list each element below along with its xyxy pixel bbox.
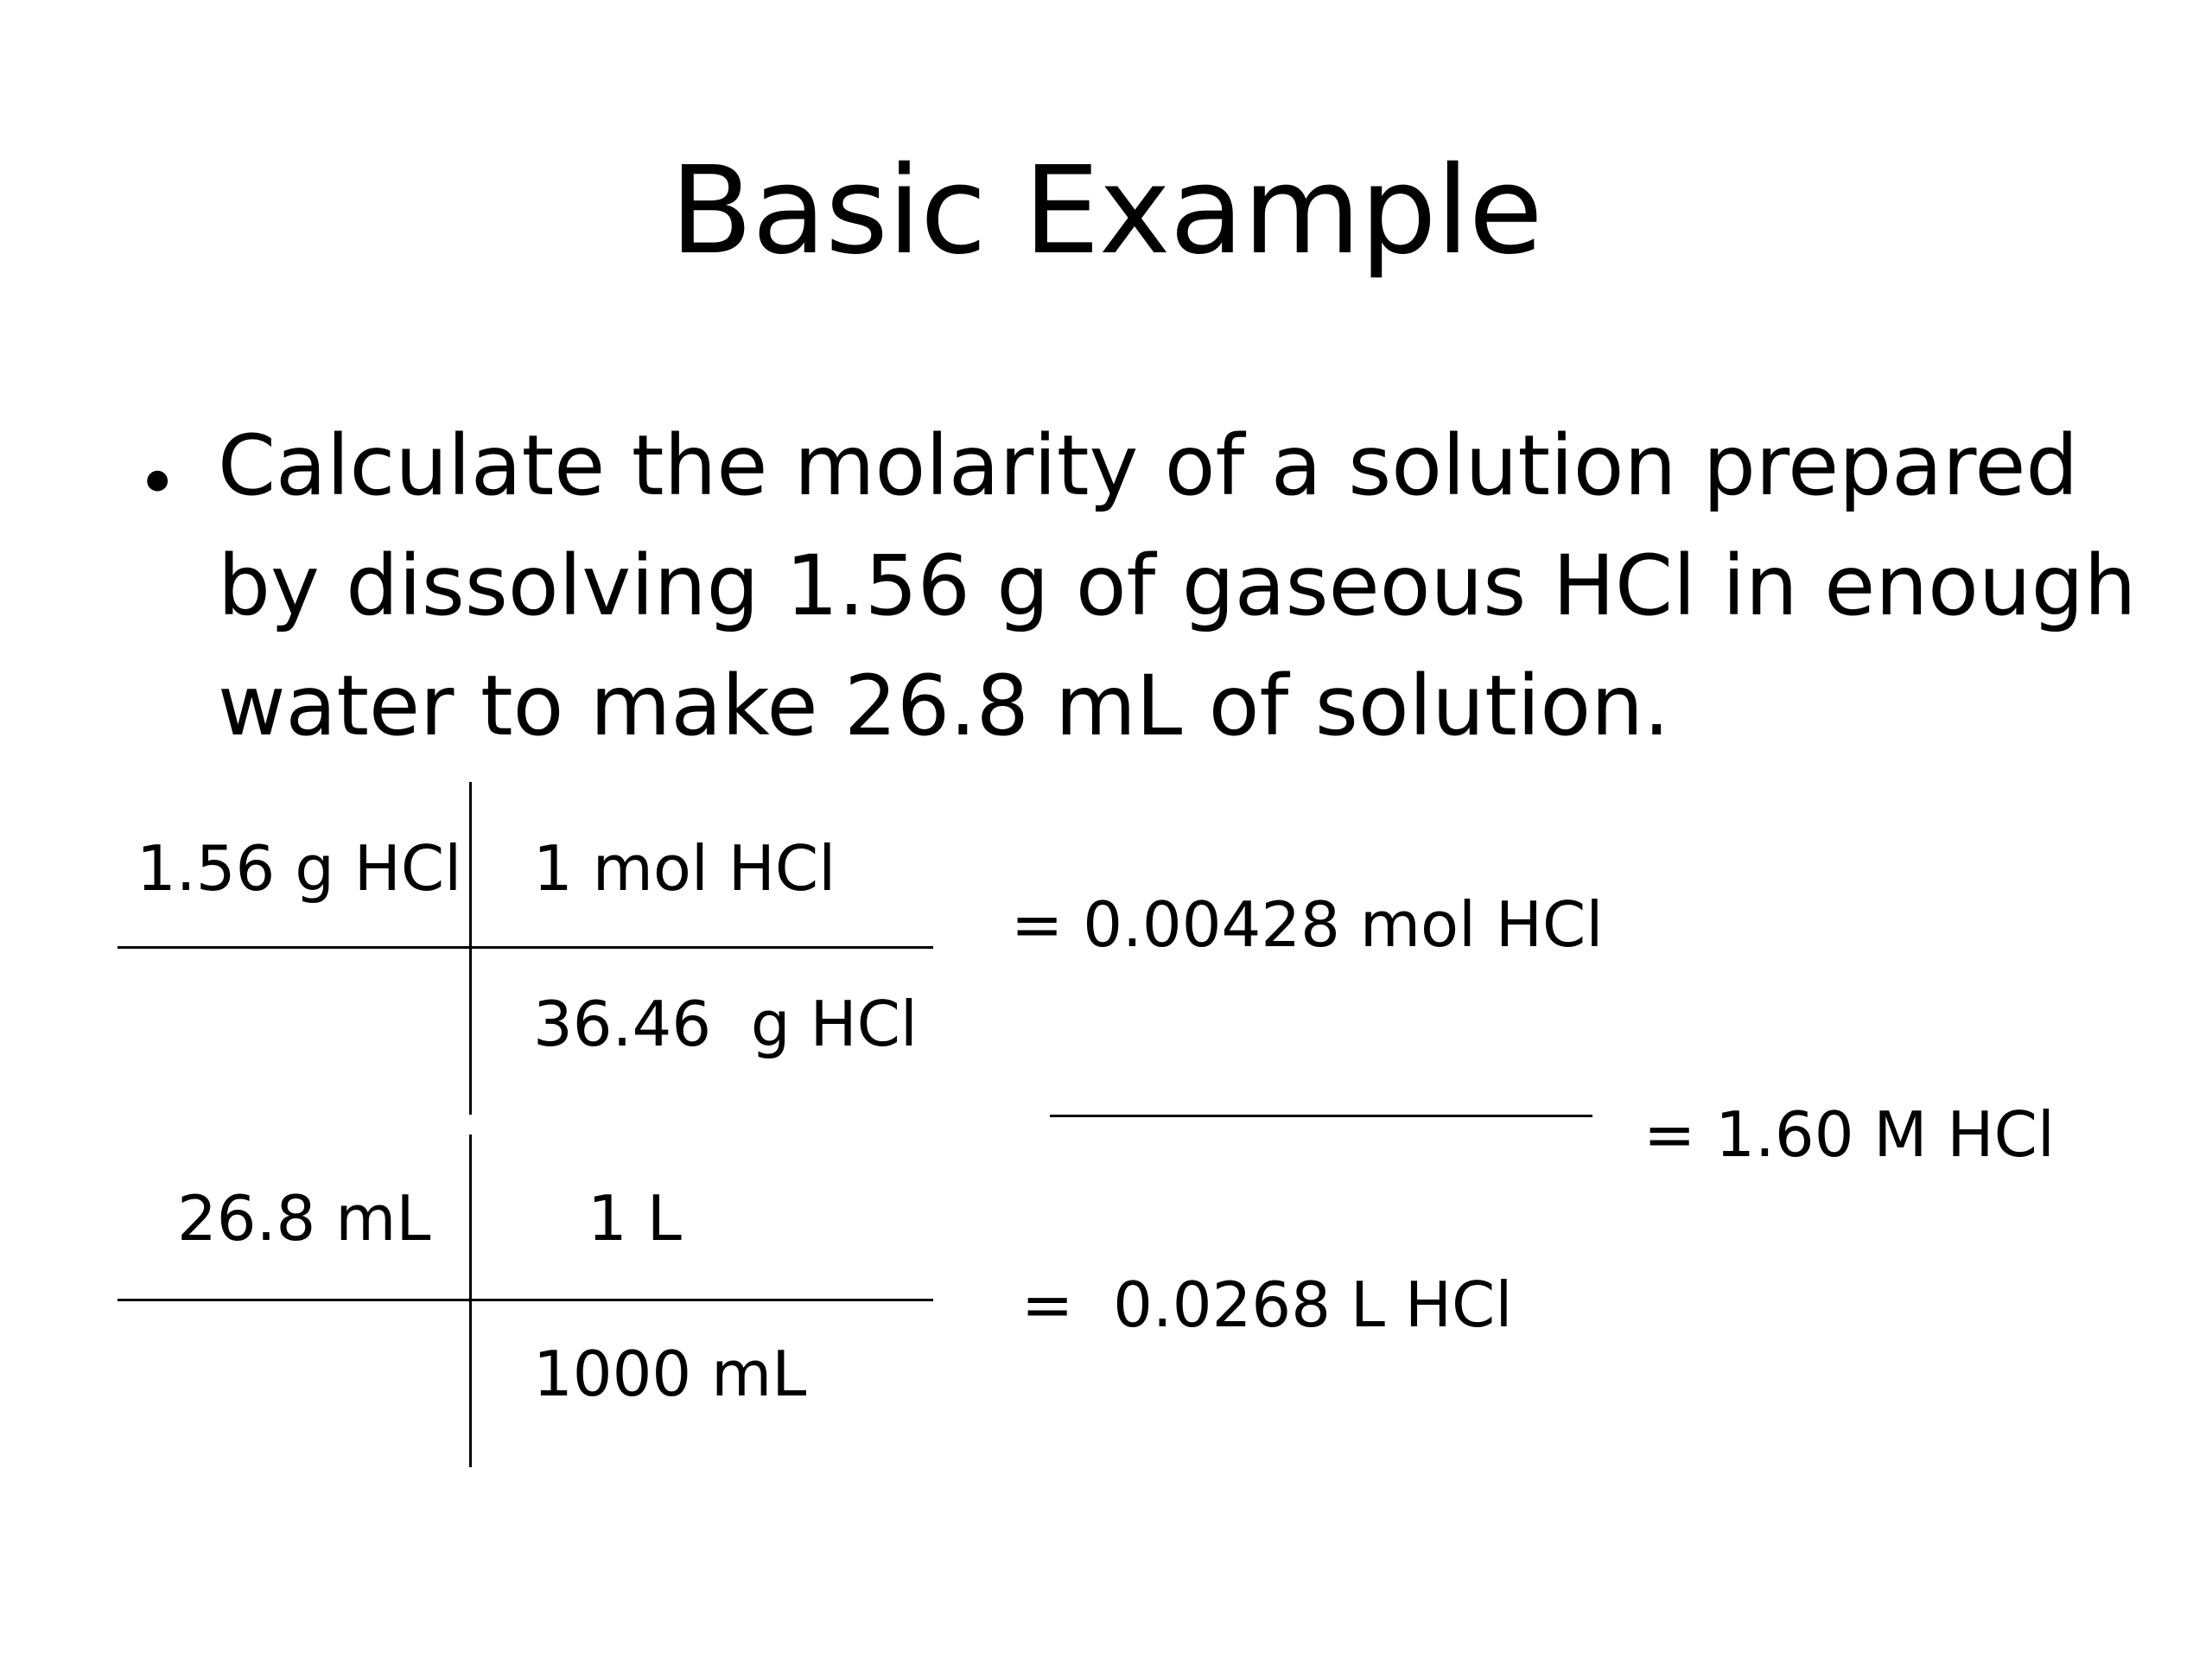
volume-given: 26.8 mL bbox=[177, 1182, 431, 1255]
volume-numerator: 1 L bbox=[588, 1182, 682, 1255]
volume-grid-horizontal-line bbox=[118, 1299, 933, 1301]
volume-denominator: 1000 mL bbox=[533, 1338, 807, 1410]
moles-grid-horizontal-line bbox=[118, 946, 933, 949]
volume-result: = 0.0268 L HCl bbox=[1021, 1268, 1513, 1341]
bullet-marker: • bbox=[137, 442, 179, 524]
slide-title: Basic Example bbox=[670, 141, 1542, 282]
moles-given: 1.56 g HCl bbox=[137, 832, 462, 905]
moles-denominator: 36.46 g HCl bbox=[533, 988, 918, 1060]
molarity-result: = 1.60 M HCl bbox=[1643, 1098, 2055, 1171]
molarity-fraction-bar bbox=[1050, 1115, 1592, 1117]
moles-result: = 0.00428 mol HCl bbox=[1011, 888, 1604, 961]
problem-statement: Calculate the molarity of a solution prepared by dissolving 1.56 g of gaseous HCl in enough water to make 26.8 mL of solution. bbox=[218, 417, 2137, 754]
moles-numerator: 1 mol HCl bbox=[533, 832, 836, 905]
